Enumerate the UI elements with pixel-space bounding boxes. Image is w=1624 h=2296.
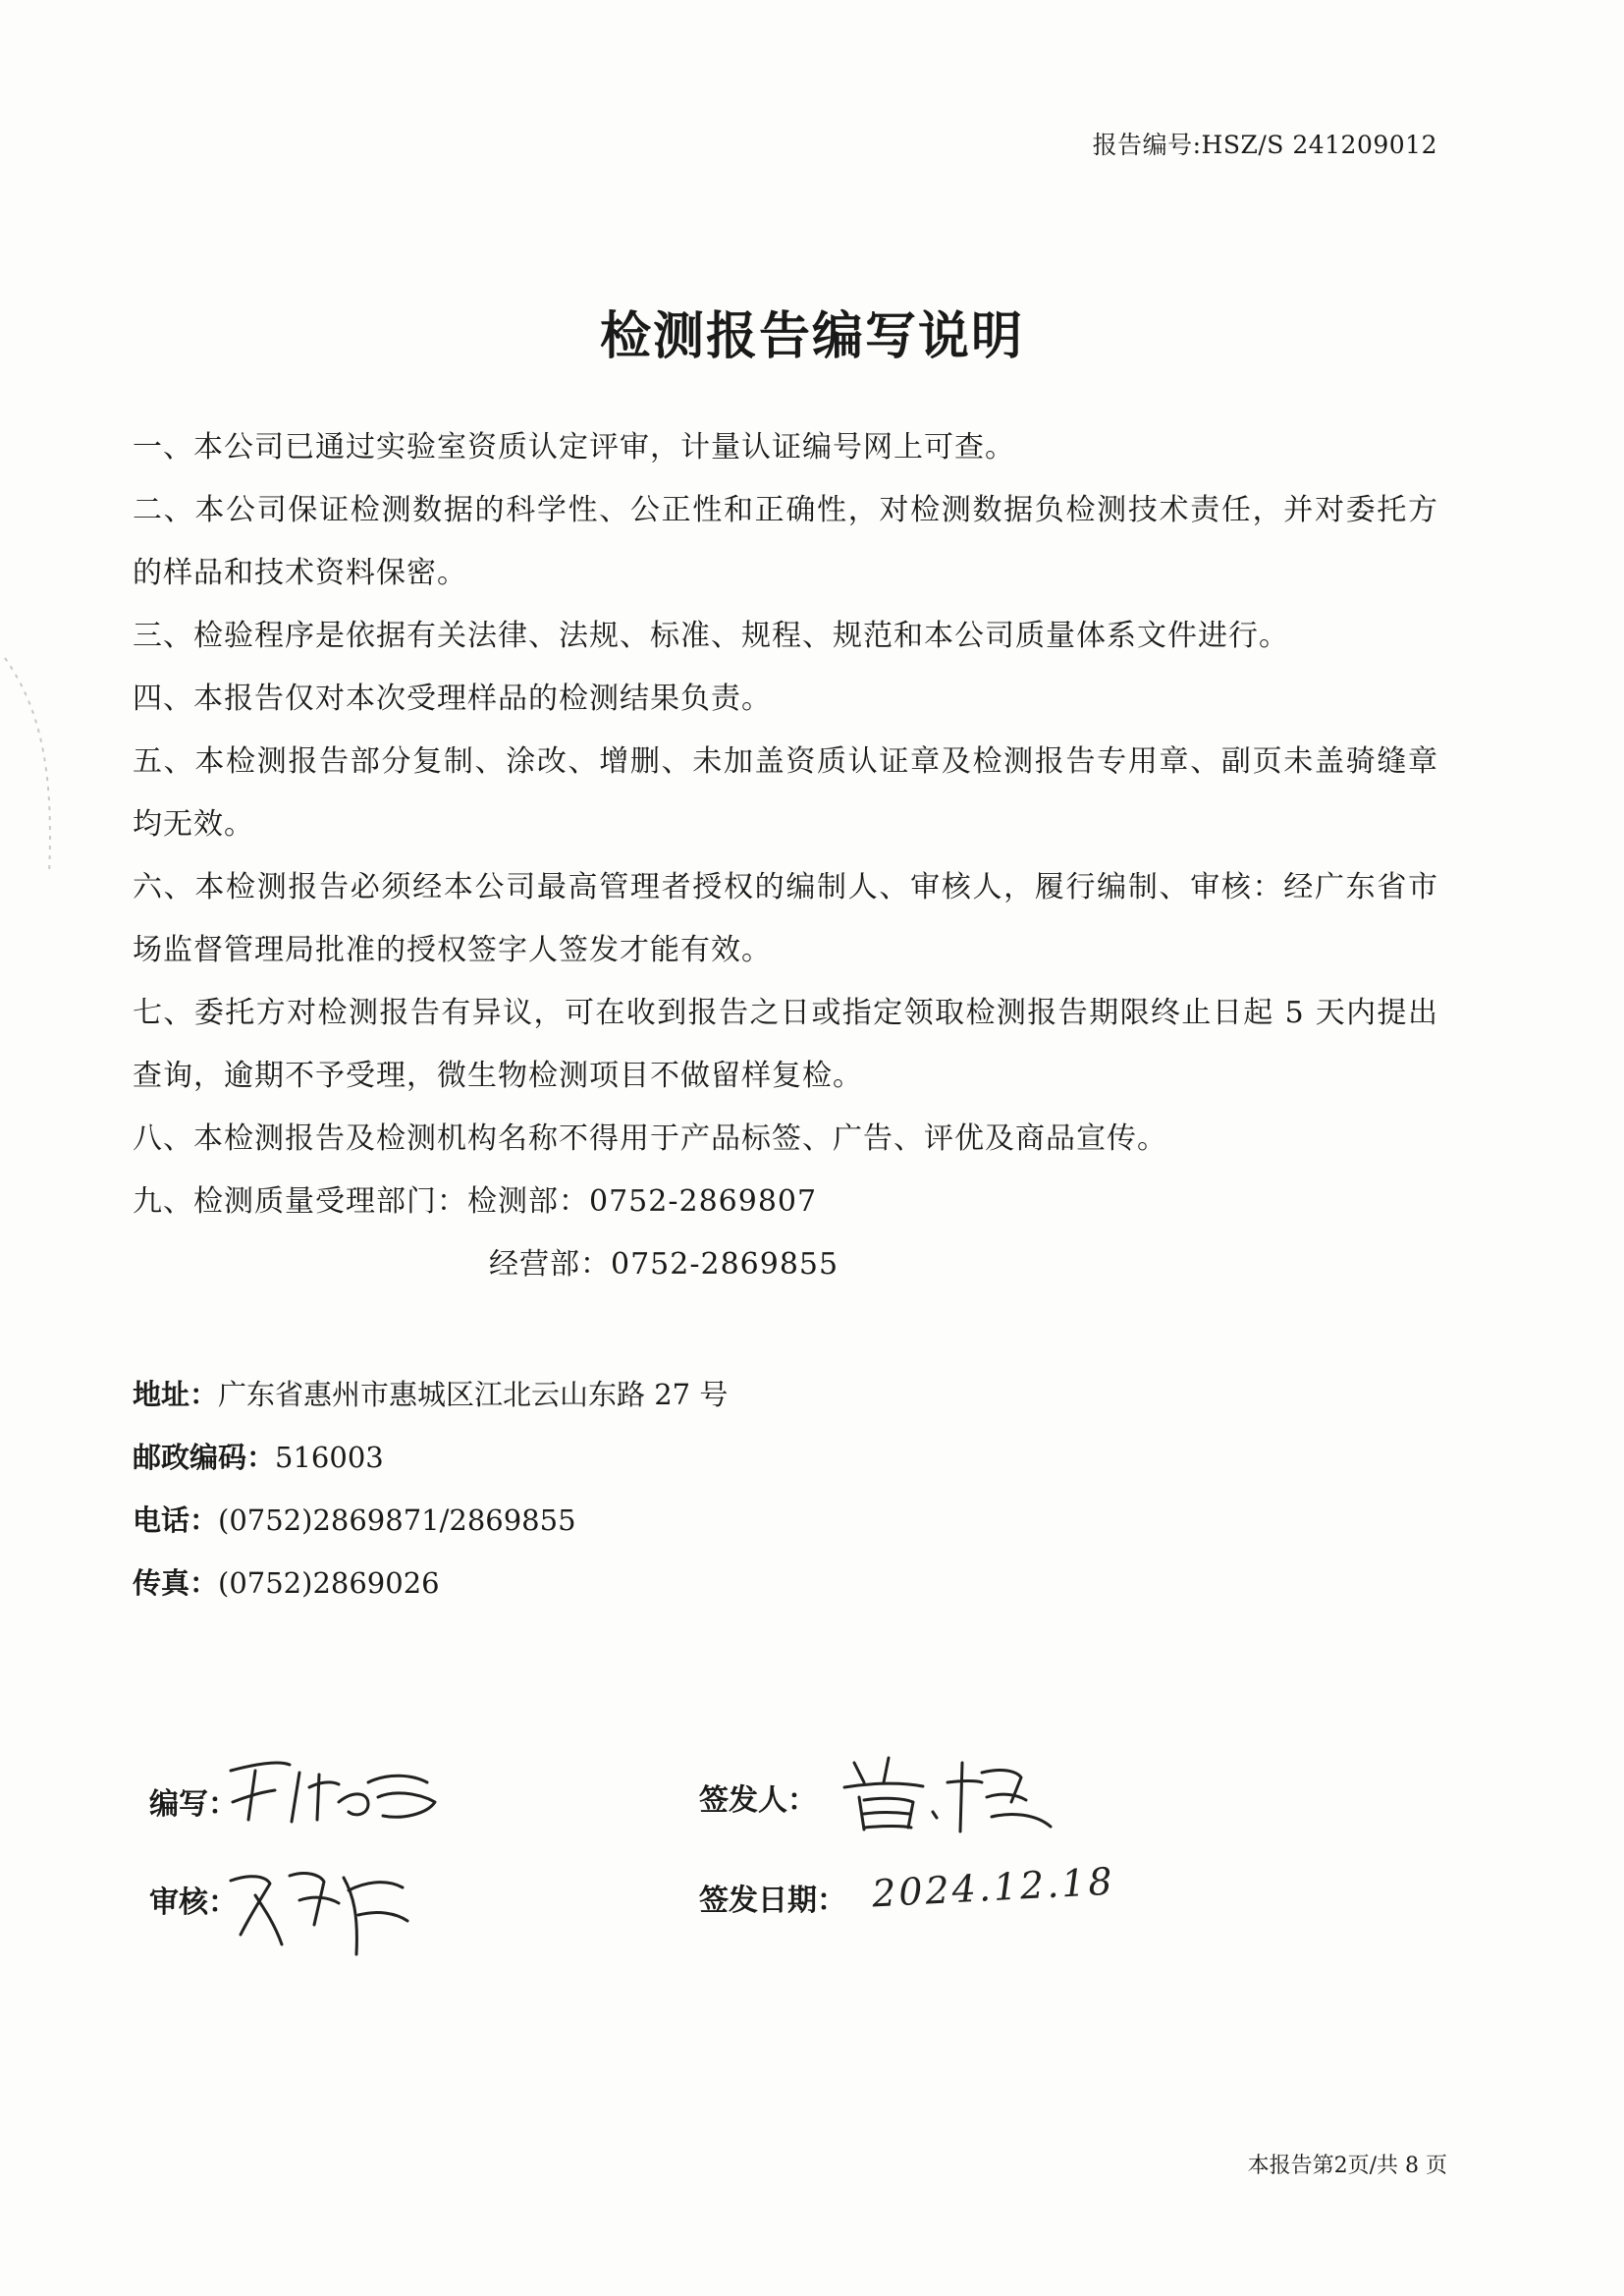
clause-1: 一、本公司已通过实验室资质认定评审，计量认证编号网上可查。 [133,430,1015,465]
author-label: 编写： [149,1787,238,1822]
clause-3: 三、检验程序是依据有关法律、法规、标准、规程、规范和本公司质量体系文件进行。 [133,619,1289,653]
clause-7: 七、委托方对检测报告有异议，可在收到报告之日或指定领取检测报告期限终止日起 5 天内提出查询，逾期不予受理，微生物检测项目不做留样复检。 [133,996,1438,1093]
clause-4: 四、本报告仅对本次受理样品的检测结果负责。 [133,682,772,716]
phone-line [133,1499,576,1539]
issuer-label: 签发人： [699,1783,817,1818]
phone-label: 电话： [133,1503,219,1537]
reviewer-label: 审核： [149,1886,238,1920]
issue-date-label: 签发日期： [699,1884,846,1918]
business-dept-phone: 经营部：0752-2869855 [489,1247,839,1282]
seal-edge-mark [0,648,69,884]
issuer-signature [835,1743,1060,1841]
postcode-label: 邮政编码： [133,1441,276,1474]
clause-list [133,416,1438,1233]
page-footer: 本报告第2页/共 8 页 [1247,2154,1447,2178]
address-value: 广东省惠州市惠城区江北云山东路 27 号 [218,1378,729,1411]
postcode-line [133,1436,384,1476]
page-title: 检测报告编写说明 [599,307,1024,366]
phone-value: (0752)2869871/2869855 [218,1503,576,1537]
author-signature [221,1743,447,1836]
clause-2: 二、本公司保证检测数据的科学性、公正性和正确性，对检测数据负检测技术责任，并对委托方的样品和技术资料保密。 [133,493,1438,590]
clause-9: 九、检测质量受理部门：检测部：0752-2869807 [133,1184,818,1219]
issue-date: 2024.12.18 [871,1859,1116,1916]
address-label: 地址： [133,1378,219,1411]
postcode-value: 516003 [275,1441,384,1474]
fax-value: (0752)2869026 [218,1566,440,1600]
reviewer-signature [221,1856,417,1964]
fax-label: 传真： [133,1566,219,1600]
clause-6: 六、本检测报告必须经本公司最高管理者授权的编制人、审核人，履行编制、审核：经广东省市场监督管理局批准的授权签字人签发才能有效。 [133,870,1438,967]
report-number: 报告编号:HSZ/S 241209012 [1092,131,1437,159]
address-line [133,1373,728,1413]
clause-8: 八、本检测报告及检测机构名称不得用于产品标签、广告、评优及商品宣传。 [133,1121,1167,1156]
clause-5: 五、本检测报告部分复制、涂改、增删、未加盖资质认证章及检测报告专用章、副页未盖骑缝章均无效。 [133,744,1438,842]
fax-line [133,1561,440,1602]
